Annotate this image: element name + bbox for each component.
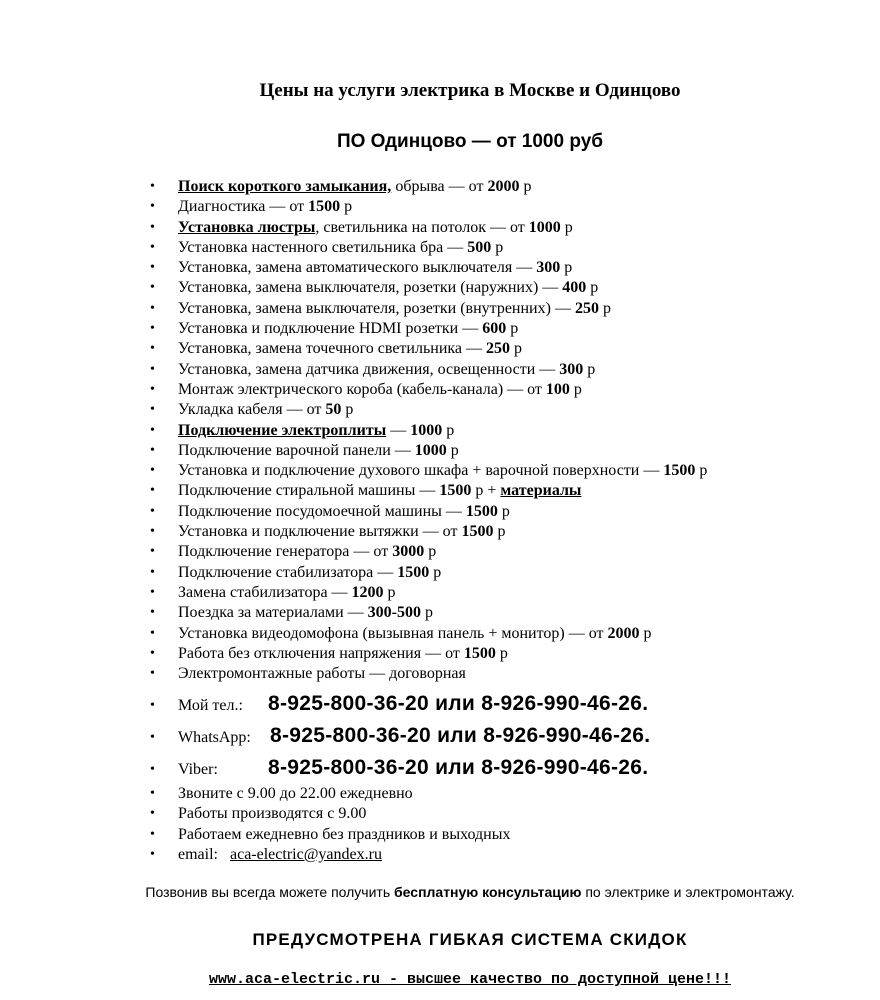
price-item xyxy=(150,299,707,319)
price-item xyxy=(150,400,707,420)
service-price: 1000 xyxy=(410,421,443,439)
service-text: Подключение посудомоечной машины — xyxy=(178,502,466,520)
service-price: 3000 xyxy=(392,543,425,561)
phone-numbers[interactable]: 8-925-800-36-20 или 8-926-990-46-26. xyxy=(268,692,649,715)
price-list xyxy=(150,177,707,684)
price-item xyxy=(150,238,707,258)
work-schedule: • Работаем ежедневно без праздников и выходных xyxy=(150,825,650,845)
service-price: 1500 xyxy=(663,462,696,480)
service-text: Установка, замена автоматического выключателя — xyxy=(178,259,537,277)
service-text: Установка и подключение духового шкафа + варочной поверхности — xyxy=(178,462,664,480)
price-unit: р + xyxy=(471,482,501,500)
email-link[interactable]: aca-electric@yandex.ru xyxy=(229,845,382,863)
price-item xyxy=(150,583,707,603)
discounts-banner: ПРЕДУСМОТРЕНА ГИБКАЯ СИСТЕМА СКИДОК xyxy=(252,930,688,949)
service-price: 1500 xyxy=(397,563,430,581)
service-price: 2000 xyxy=(607,624,640,642)
price-item xyxy=(150,380,707,400)
consult-text-after: по электрике и электромонтажу. xyxy=(581,884,795,900)
price-item xyxy=(150,603,707,623)
price-unit: р xyxy=(491,238,504,256)
service-price: 1500 xyxy=(465,502,498,520)
service-price: 300 xyxy=(536,259,561,277)
service-price: 1200 xyxy=(351,583,384,601)
price-item xyxy=(150,644,707,664)
price-item xyxy=(150,258,707,278)
price-unit: р xyxy=(695,462,708,480)
price-unit: р xyxy=(497,502,510,520)
service-price: 250 xyxy=(574,299,599,317)
service-text: Установка видеодомофона (вызывная панель + монитор) — от xyxy=(178,624,608,642)
price-unit: р xyxy=(446,441,459,459)
price-unit: р xyxy=(383,583,396,601)
service-price: 1500 xyxy=(463,644,496,662)
price-unit: р xyxy=(569,380,582,398)
service-text: Установка, замена датчика движения, освещенности — xyxy=(178,360,560,378)
price-item xyxy=(150,664,707,684)
service-price: 300-500 xyxy=(367,604,421,622)
viber-numbers[interactable]: 8-925-800-36-20 или 8-926-990-46-26. xyxy=(268,756,649,779)
service-price: 500 xyxy=(467,238,492,256)
price-item xyxy=(150,278,707,298)
service-text: Укладка кабеля — от xyxy=(178,401,326,419)
price-unit: р xyxy=(493,523,506,541)
price-unit: р xyxy=(340,198,353,216)
document-title: Цены на услуги электрика в Москве и Одинцово xyxy=(259,80,681,101)
price-item xyxy=(150,481,707,501)
service-price: 1500 xyxy=(439,482,472,500)
service-text: Подключение варочной панели — xyxy=(178,441,415,459)
price-item xyxy=(150,502,707,522)
service-price: 2000 xyxy=(487,178,520,195)
website-link[interactable]: www.aca-electric.ru - высшее качество по доступной цене!!! xyxy=(208,971,732,988)
price-unit: р xyxy=(598,299,611,317)
service-text: Монтаж электрического короба (кабель-канала) — от xyxy=(178,380,546,398)
price-unit: р xyxy=(560,218,573,236)
price-item xyxy=(150,461,707,481)
service-price: 1000 xyxy=(414,441,447,459)
service-price: 1000 xyxy=(528,218,561,236)
work-start: • Работы производятся с 9.00 xyxy=(150,804,650,824)
price-unit: р xyxy=(429,563,442,581)
whatsapp-numbers[interactable]: 8-925-800-36-20 или 8-926-990-46-26. xyxy=(270,724,651,747)
price-item xyxy=(150,542,707,562)
service-text: Установка, замена точечного светильника — xyxy=(178,340,487,358)
price-item xyxy=(150,563,707,583)
service-text: Установка настенного светильника бра — xyxy=(178,238,468,256)
contact-whatsapp xyxy=(150,720,650,752)
contact-email xyxy=(150,845,650,865)
contact-viber xyxy=(150,752,650,784)
price-item xyxy=(150,421,707,441)
service-text: Работа без отключения напряжения — от xyxy=(178,644,464,662)
email-label: email: xyxy=(178,845,218,863)
service-text: Замена стабилизатора — xyxy=(178,583,352,601)
service-price: 50 xyxy=(325,401,342,419)
price-unit: р xyxy=(506,320,519,338)
price-item xyxy=(150,522,707,542)
service-price: 1500 xyxy=(461,523,494,541)
service-price: 1500 xyxy=(308,198,341,216)
service-text: — xyxy=(386,421,411,439)
service-text: Установка, замена выключателя, розетки (внутренних) — xyxy=(178,299,575,317)
price-item xyxy=(150,360,707,380)
price-unit: р xyxy=(519,178,532,195)
price-unit: р xyxy=(341,401,354,419)
service-link[interactable]: Подключение электроплиты xyxy=(178,421,387,439)
service-text: Установка и подключение вытяжки — от xyxy=(178,523,462,541)
price-item xyxy=(150,177,707,197)
contact-phone xyxy=(150,688,650,720)
materials-link[interactable]: материалы xyxy=(500,482,582,500)
service-text: Установка и подключение HDMI розетки — xyxy=(178,320,483,338)
viber-label: Viber: xyxy=(178,761,218,778)
price-item xyxy=(150,624,707,644)
price-item xyxy=(150,197,707,217)
price-unit: р xyxy=(583,360,596,378)
service-text: Диагностика — от xyxy=(178,198,309,216)
service-price: 100 xyxy=(545,380,570,398)
price-unit: р xyxy=(510,340,523,358)
service-price: 300 xyxy=(559,360,584,378)
document-subtitle: ПО Одинцово — от 1000 руб xyxy=(336,131,604,152)
price-unit: р xyxy=(639,624,652,642)
price-unit: р xyxy=(560,259,573,277)
price-unit: р xyxy=(586,279,599,297)
price-item xyxy=(150,319,707,339)
price-item xyxy=(150,441,707,461)
service-text: Подключение стиральной машины — xyxy=(178,482,440,500)
price-item xyxy=(150,339,707,359)
price-unit: р xyxy=(420,604,433,622)
price-unit: р xyxy=(495,644,508,662)
service-text: , светильника на потолок — от xyxy=(315,218,529,236)
whatsapp-label: WhatsApp: xyxy=(178,729,251,746)
consultation-note xyxy=(0,884,880,900)
service-link[interactable]: Установка люстры xyxy=(178,218,316,236)
phone-label: Мой тел.: xyxy=(178,697,243,714)
price-unit: р xyxy=(424,543,437,561)
service-text: обрыва — от xyxy=(391,178,488,195)
service-text: Электромонтажные работы — договорная xyxy=(178,665,466,683)
service-text: Подключение генератора — от xyxy=(178,543,393,561)
consult-text-before: Позвонив вы всегда можете получить xyxy=(145,884,395,900)
contact-list xyxy=(150,688,650,865)
service-price: 400 xyxy=(562,279,587,297)
service-price: 250 xyxy=(486,340,511,358)
call-hours: • Звоните с 9.00 до 22.00 ежедневно xyxy=(150,784,650,804)
price-item xyxy=(150,218,707,238)
price-unit: р xyxy=(442,421,455,439)
service-text: Подключение стабилизатора — xyxy=(178,563,398,581)
service-text: Поездка за материалами — xyxy=(178,604,368,622)
consult-free-highlight: бесплатную консультацию xyxy=(394,884,582,900)
service-price: 600 xyxy=(482,320,507,338)
service-text: Установка, замена выключателя, розетки (наружних) — xyxy=(178,279,563,297)
service-link[interactable]: Поиск короткого замыкания, xyxy=(178,178,392,195)
